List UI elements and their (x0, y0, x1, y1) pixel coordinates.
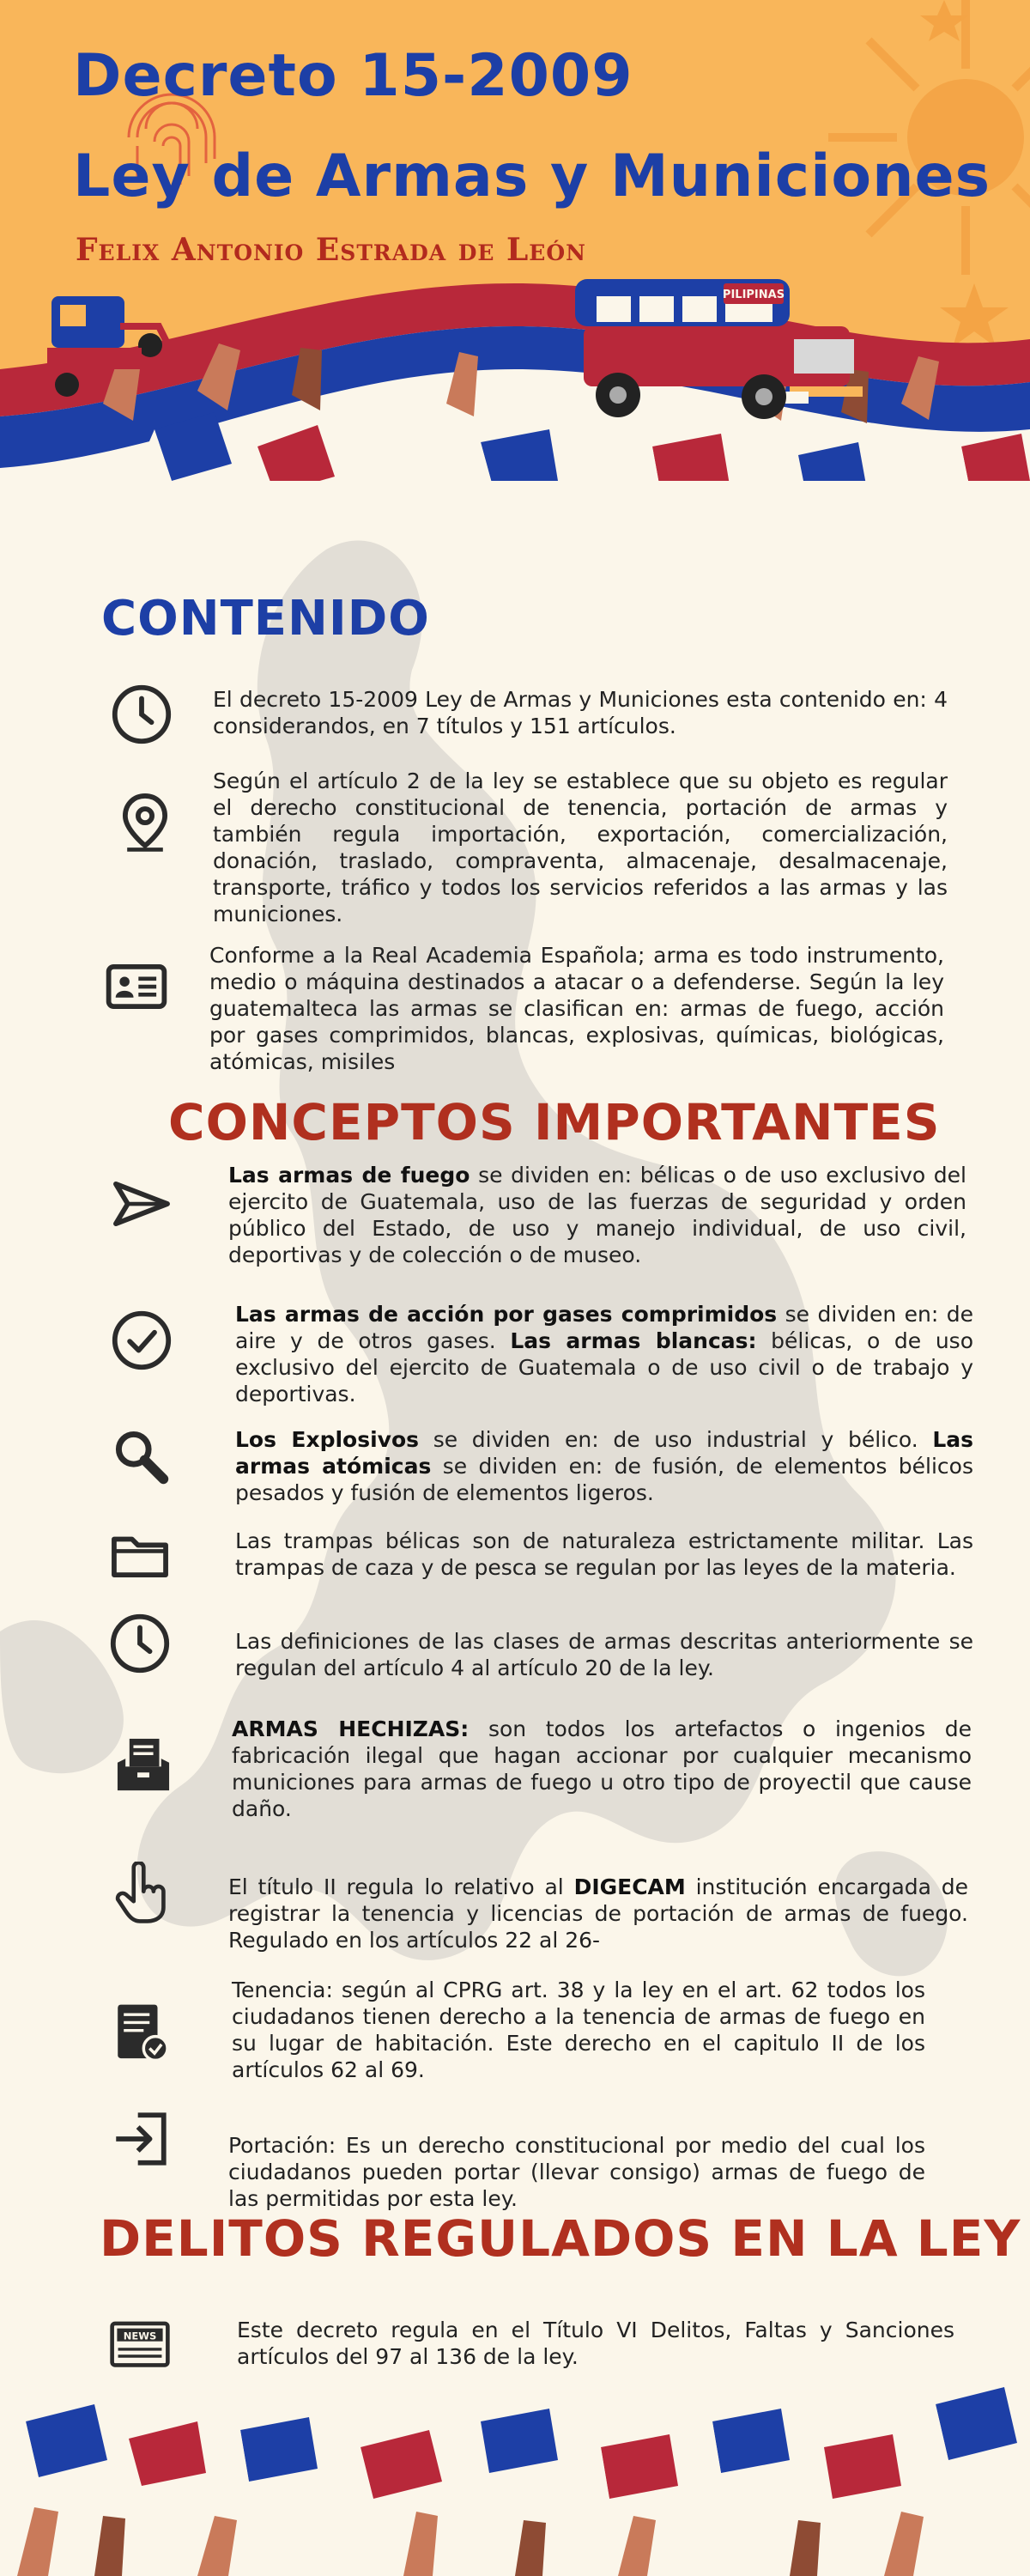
location-pin-icon (113, 790, 177, 854)
concepto-item-3 (235, 1426, 973, 1506)
jeep-sign: PILIPINAS (722, 289, 785, 301)
checklist-document-icon (110, 2001, 173, 2064)
check-circle-icon (110, 1309, 173, 1372)
pointing-hand-icon (110, 1862, 173, 1925)
delitos-heading: DELITOS REGULADOS EN LA LEY (100, 2209, 1021, 2268)
clock-icon (110, 683, 173, 746)
concepto-3-bold-2: Las armas atómicas (235, 1427, 973, 1479)
concepto-7-bold: DIGECAM (573, 1874, 686, 1899)
contenido-item-1: El decreto 15-2009 Ley de Armas y Municiones esta contenido en: 4 considerandos, en 7 títulos y 151 artículos. (213, 687, 948, 738)
concepto-item-5: Las definiciones de las clases de armas descritas anteriormente se regulan del artículo 4 al artículo 20 de la ley. (235, 1629, 973, 1680)
concepto-6-bold: ARMAS HECHIZAS: (232, 1716, 470, 1741)
contenido-item-3: Conforme a la Real Academia Española; arma es todo instrumento, medio o máquina destinados a atacar o a defenderse. Según la ley guatemalteca las armas se clasifican en: armas de fuego, acción por gases comprimidos, blancas, explosivas, químicas, biológicas, atómicas, misiles (209, 943, 944, 1074)
concepto-3-text-1: se dividen en: de uso industrial y bélico. (419, 1427, 933, 1452)
contenido-item-2: Según el artículo 2 de la ley se establece que su objeto es regular el derecho constitucional de tenencia, portación de armas y también regula importación, exportación, comercialización, donación, traslado, compraventa, almacenaje, desalmacenaje, transporte, tráfico y todos los servicios referidos a las armas y las municiones. (213, 769, 948, 927)
concepto-3-text-2: se dividen en: de fusión, de elementos bélicos pesados y fusión de elementos ligeros. (235, 1454, 973, 1505)
title-line-1: Decreto 15-2009 (73, 42, 633, 110)
concepto-item-2 (235, 1301, 973, 1407)
id-card-icon (105, 955, 168, 1018)
footer-flags-illustration (0, 2387, 1030, 2576)
concepto-1-bold: Las armas de fuego (228, 1163, 470, 1188)
concepto-2-text-1: se dividen en: de aire y de otros gases. (235, 1302, 973, 1353)
title-line-2: Ley de Armas y Municiones (73, 143, 991, 210)
concepto-1-text: se dividen en: bélicas o de uso exclusivo del ejercito de Guatemala, uso de las fuerzas de seguridad y orden público del Estado, de uso y manejo individual, de uso civil, deportivas y de colección o de museo. (228, 1163, 967, 1267)
folder-icon (108, 1523, 172, 1587)
clock-icon (108, 1612, 172, 1675)
concepto-2-text-2: bélicas, o de uso exclusivo del ejercito de Guatemala o de uso civil o de trabajo y deportivas. (235, 1328, 973, 1406)
delitos-item-1: Este decreto regula en el Título VI Delitos, Faltas y Sanciones artículos del 97 al 136 de la ley. (237, 2318, 954, 2369)
concepto-item-9: Portación: Es un derecho constitucional por medio del cual los ciudadanos pueden portar (llevar consigo) armas de fuego de las permitidas por esta ley. (228, 2133, 925, 2211)
login-arrow-icon (108, 2107, 172, 2171)
concepto-item-1 (228, 1162, 966, 1268)
magnifier-icon (110, 1425, 173, 1489)
conceptos-heading: CONCEPTOS IMPORTANTES (168, 1093, 941, 1151)
author-name: Felix Antonio Estrada de León (76, 232, 586, 268)
concepto-item-8: Tenencia: según al CPRG art. 38 y la ley en el art. 62 todos los ciudadanos tienen derecho a la tenencia de armas de fuego en su lugar de habitación. Este derecho en el capitulo II de los artículos 62 al 69. (232, 1978, 925, 2082)
concepto-2-bold-2: Las armas blancas: (510, 1328, 757, 1353)
concepto-7-text-0: El título II regula lo relativo al (228, 1874, 574, 1899)
send-icon (110, 1172, 173, 1236)
concepto-2-bold-1: Las armas de acción por gases comprimidos (235, 1302, 778, 1327)
file-cabinet-icon (112, 1733, 175, 1796)
concepto-7-text-1: institución encargada de registrar la tenencia y licencias de portación de armas de fuego. Regulado en los artículos 22 al 26- (228, 1874, 969, 1953)
concepto-item-7 (228, 1874, 968, 1953)
concepto-item-4: Las trampas bélicas son de naturaleza estrictamente militar. Las trampas de caza y de pesca se regulan por las leyes de la materia. (235, 1528, 973, 1580)
news-icon-label: NEWS (123, 2330, 157, 2342)
newspaper-icon (108, 2312, 172, 2375)
contenido-heading: CONTENIDO (101, 591, 430, 647)
concepto-3-bold-1: Los Explosivos (235, 1427, 420, 1452)
concepto-item-6 (232, 1716, 972, 1822)
concepto-6-text: son todos los artefactos o ingenios de fabricación ilegal que hagan accionar por cualquier mecanismo municiones para armas de fuego u otro tipo de proyectil que cause daño. (232, 1716, 972, 1821)
